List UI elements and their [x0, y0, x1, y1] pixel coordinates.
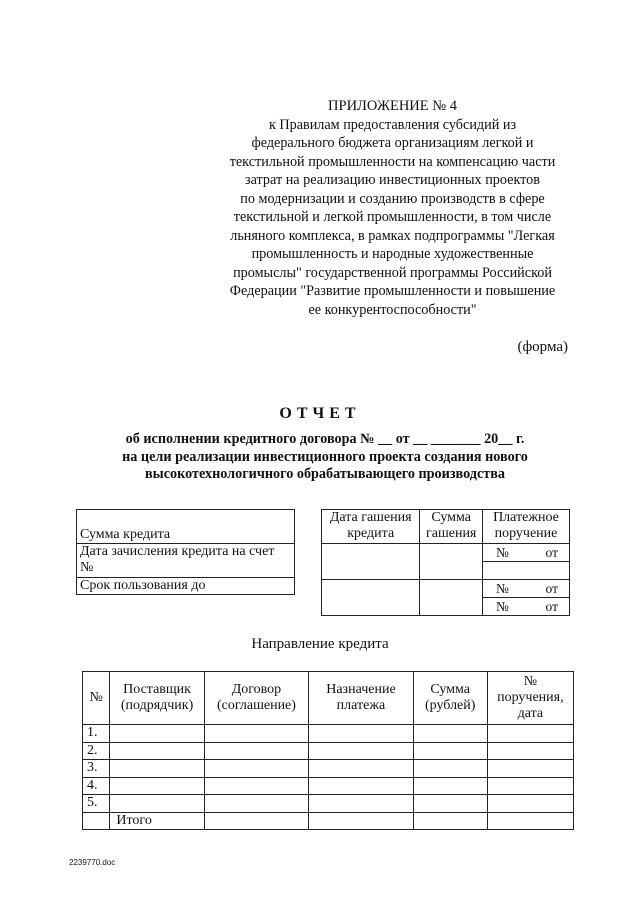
cell	[487, 760, 573, 778]
repayment-date-cell	[322, 544, 420, 580]
cell	[413, 812, 487, 830]
cell	[204, 742, 308, 760]
cell	[309, 760, 413, 778]
payment-order-cell	[482, 544, 569, 562]
credit-date-label: Дата зачисления кредита на счет №	[77, 544, 295, 578]
cell	[413, 760, 487, 778]
col-amount-header: Сумма (рублей)	[413, 672, 487, 725]
annex-line: ее конкурентоспособности"	[308, 301, 477, 318]
cell	[110, 725, 204, 743]
cell	[110, 795, 204, 813]
cell	[204, 725, 308, 743]
payment-order-cell	[482, 580, 569, 598]
cell	[487, 725, 573, 743]
footer-filename: 2239770.doc	[69, 858, 116, 867]
col-order-header: № поручения, дата	[487, 672, 573, 725]
cell	[413, 742, 487, 760]
cell	[83, 812, 110, 830]
cell	[413, 725, 487, 743]
cell	[487, 795, 573, 813]
payment-order-cell	[482, 562, 569, 580]
order-number-label: №	[495, 598, 509, 614]
annex-line: льняного комплекса, в рамках подпрограммы "Легкая	[230, 227, 555, 244]
table-row	[83, 725, 574, 743]
cell	[110, 777, 204, 795]
annex-title: ПРИЛОЖЕНИЕ № 4	[328, 98, 457, 114]
cell	[110, 760, 204, 778]
row-number: 1.	[83, 725, 110, 743]
order-date-label: от	[545, 580, 558, 596]
cell	[309, 812, 413, 830]
table-row	[83, 742, 574, 760]
credit-info-table	[76, 509, 295, 595]
col-number-header: №	[83, 672, 110, 725]
annex-line: федерального бюджета организациям легкой и	[251, 135, 534, 151]
annex-line: промышленность и народные художественные	[251, 246, 534, 262]
report-subtitle-line: на цели реализации инвестиционного проекта создания нового	[122, 448, 528, 465]
total-label: Итого	[110, 812, 204, 830]
annex-line: промыслы" государственной программы Российской	[233, 264, 552, 281]
repayment-table	[321, 509, 570, 616]
repayment-date-header: Дата гашения кредита	[322, 510, 420, 544]
col-contract-header: Договор (соглашение)	[204, 672, 308, 725]
repayment-amount-cell	[420, 580, 483, 616]
annex-line: Федерации "Развитие промышленности и повышение	[229, 283, 556, 299]
report-title: ОТЧЕТ	[279, 405, 361, 422]
cell	[204, 760, 308, 778]
annex-line: по модернизации и созданию производств в сфере	[240, 190, 545, 207]
report-subtitle-line: высокотехнологичного обрабатывающего производства	[145, 466, 505, 482]
annex-line: текстильной промышленности на компенсацию части	[229, 153, 556, 170]
cell	[309, 725, 413, 743]
cell	[487, 777, 573, 795]
report-subtitle	[90, 431, 560, 484]
order-date-label: от	[545, 598, 558, 614]
direction-title: Направление кредита	[251, 636, 389, 652]
direction-table	[82, 671, 574, 830]
credit-term-label: Срок пользования до	[77, 578, 295, 595]
cell	[413, 777, 487, 795]
cell	[309, 742, 413, 760]
form-label: (форма)	[517, 339, 568, 355]
table-row	[83, 760, 574, 778]
annex-header	[205, 97, 580, 319]
cell	[204, 777, 308, 795]
annex-line: к Правилам предоставления субсидий из	[268, 116, 517, 133]
cell	[110, 742, 204, 760]
cell	[204, 795, 308, 813]
col-supplier-header: Поставщик (подрядчик)	[110, 672, 204, 725]
table-row	[83, 812, 574, 830]
repayment-amount-header: Сумма гашения	[420, 510, 483, 544]
cell	[204, 812, 308, 830]
cell	[309, 795, 413, 813]
row-number: 5.	[83, 795, 110, 813]
order-number-label: №	[495, 544, 509, 560]
payment-order-cell	[482, 598, 569, 616]
table-row	[83, 777, 574, 795]
repayment-order-header: Платежное поручение	[482, 510, 569, 544]
annex-line: затрат на реализацию инвестиционных проектов	[245, 172, 540, 188]
credit-amount-label: Сумма кредита	[77, 510, 295, 544]
order-number-label: №	[495, 580, 509, 596]
repayment-amount-cell	[420, 544, 483, 580]
cell	[487, 742, 573, 760]
row-number: 3.	[83, 760, 110, 778]
col-purpose-header: Назначение платежа	[309, 672, 413, 725]
order-date-label: от	[545, 544, 558, 560]
report-subtitle-line: об исполнении кредитного договора № __ от __ _______ 20__ г.	[125, 431, 525, 447]
repayment-date-cell	[322, 580, 420, 616]
table-row	[83, 795, 574, 813]
cell	[309, 777, 413, 795]
annex-line: текстильной и легкой промышленности, в том числе	[233, 209, 552, 225]
row-number: 2.	[83, 742, 110, 760]
cell	[413, 795, 487, 813]
row-number: 4.	[83, 777, 110, 795]
cell	[487, 812, 573, 830]
